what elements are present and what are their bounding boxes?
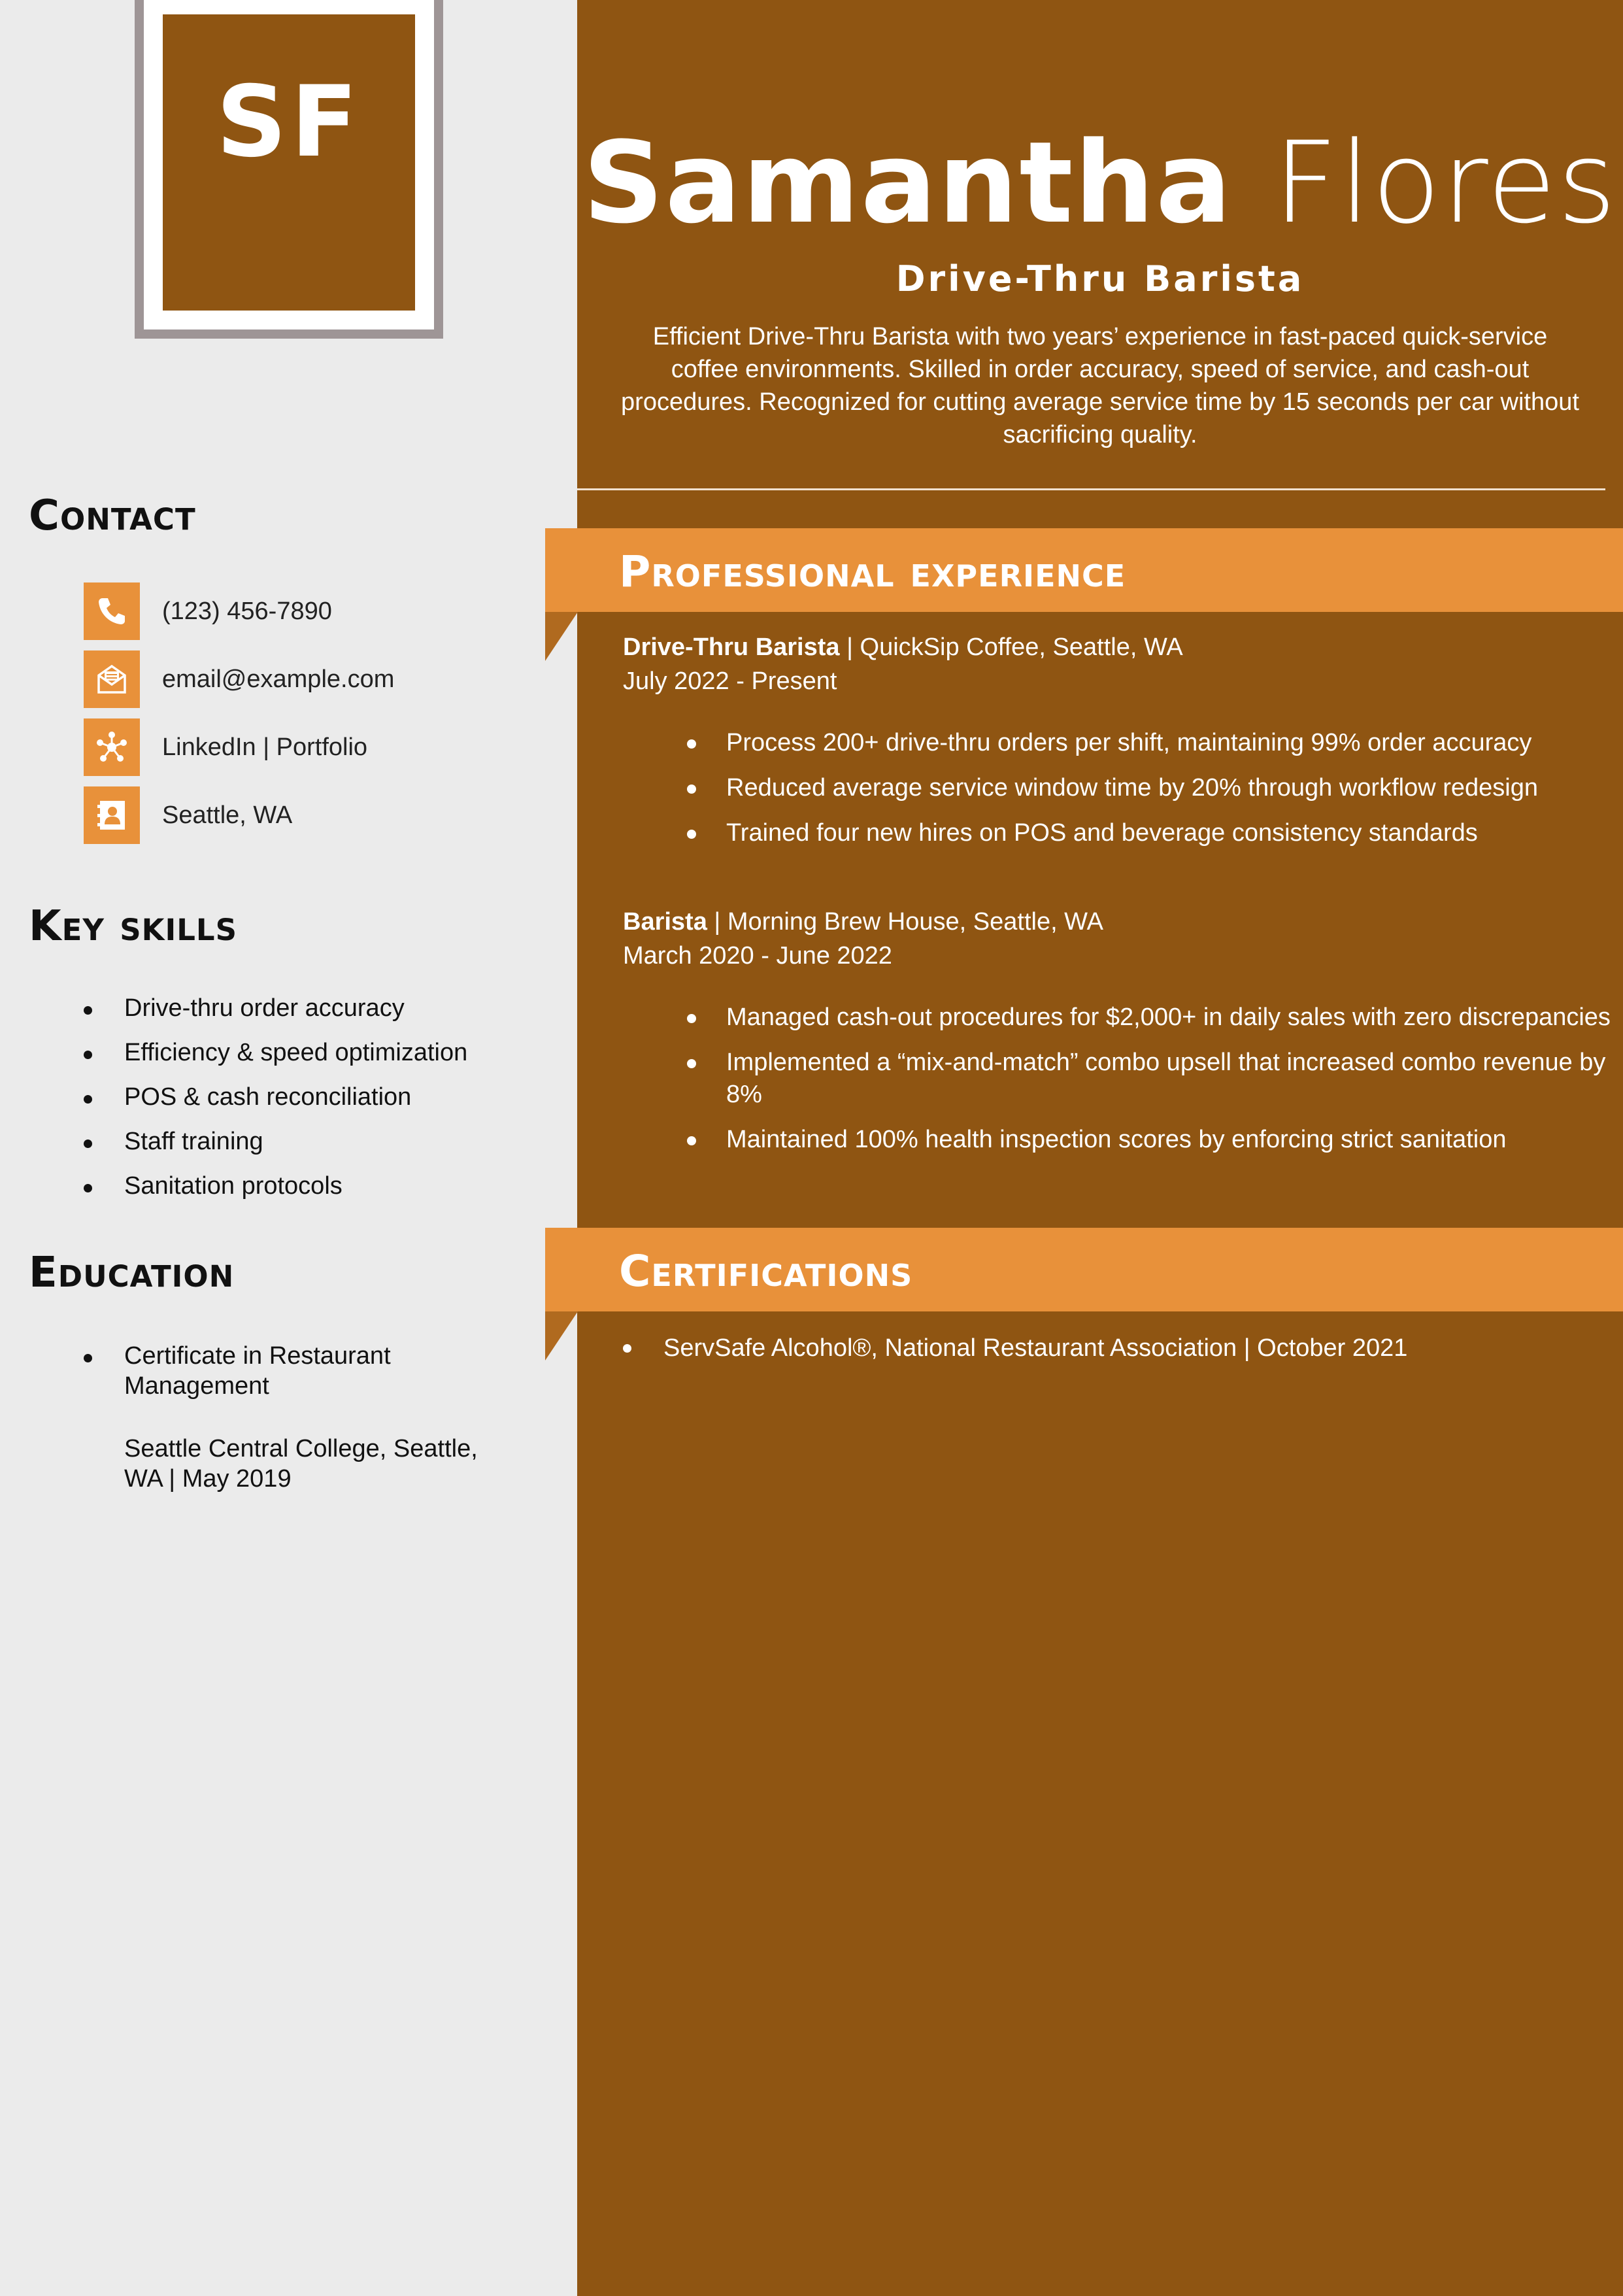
- bullet-icon: [687, 785, 696, 794]
- job-title: Drive-Thru Barista: [895, 258, 1305, 299]
- list-item: Staff training: [0, 1126, 523, 1156]
- banner-fold: [545, 1311, 578, 1360]
- bullet-icon: [84, 1095, 92, 1104]
- bullet-icon: [84, 1006, 92, 1015]
- contact-location-text: Seattle, WA: [162, 801, 293, 829]
- certifications-banner: [545, 1228, 1623, 1311]
- job-employer: | QuickSip Coffee, Seattle, WA: [839, 633, 1183, 661]
- bullet-icon: [687, 1014, 696, 1023]
- bullet-icon: [84, 1051, 92, 1059]
- contact-links-text[interactable]: LinkedIn | Portfolio: [162, 733, 368, 761]
- education-credential: Certificate in Restaurant: [124, 1342, 391, 1370]
- list-item: Managed cash-out procedures for $2,000+ in daily sales with zero discrepancies: [623, 1002, 1616, 1034]
- last-name: Flores: [1273, 117, 1618, 248]
- certifications-heading: Certifications: [619, 1246, 913, 1296]
- bullet-icon: [687, 739, 696, 749]
- contact-email-text[interactable]: email@example.com: [162, 665, 395, 693]
- list-item: Reduced average service window time by 20% through workflow redesign: [623, 772, 1616, 804]
- contact-heading: Contact: [29, 492, 196, 540]
- job-entry: [623, 905, 1611, 1153]
- bullet-icon: [687, 830, 696, 839]
- address-book-icon: [84, 786, 140, 844]
- contact-email: [84, 650, 394, 708]
- list-item: ServSafe Alcohol®, National Restaurant Association | October 2021: [623, 1330, 1603, 1366]
- contact-phone: [84, 582, 332, 640]
- bullet-icon: [84, 1354, 92, 1362]
- network-icon: [84, 718, 140, 776]
- education-credential-cont: Management: [124, 1372, 269, 1400]
- bullet-icon: [687, 1136, 696, 1145]
- education-list: [0, 1341, 523, 1494]
- job-heading: [623, 630, 1590, 664]
- sidebar-lower: [0, 1604, 575, 2296]
- contact-phone-text: (123) 456-7890: [162, 597, 332, 625]
- bullet-icon: [623, 1344, 631, 1353]
- list-item: Sanitation protocols: [0, 1171, 523, 1201]
- list-item: Implemented a “mix-and-match” combo upsell that increased combo revenue by 8%: [623, 1047, 1616, 1111]
- list-item: Trained four new hires on POS and beverage consistency standards: [623, 817, 1616, 849]
- education-school-cont: WA | May 2019: [124, 1465, 292, 1493]
- education-school: Seattle Central College, Seattle,: [124, 1435, 478, 1462]
- list-item: Drive-thru order accuracy: [0, 993, 523, 1023]
- first-name: Samantha: [582, 117, 1233, 248]
- job-bullets: [623, 727, 1616, 849]
- skills-heading: Key skills: [29, 902, 237, 951]
- monogram-frame: [135, 0, 443, 339]
- bullet-icon: [84, 1140, 92, 1148]
- job-dates: March 2020 - June 2022: [623, 942, 892, 970]
- job-bullets: [623, 1002, 1616, 1156]
- list-item: Maintained 100% health inspection scores by enforcing strict sanitation: [623, 1124, 1616, 1156]
- sidebar: [0, 0, 577, 1604]
- experience-banner: [545, 528, 1623, 612]
- contact-location: [84, 786, 292, 844]
- bullet-icon: [84, 1184, 92, 1192]
- banner-fold: [545, 612, 578, 661]
- job-dates: July 2022 - Present: [623, 667, 837, 695]
- list-item: Efficiency & speed optimization: [0, 1038, 523, 1068]
- envelope-icon: [84, 650, 140, 708]
- certifications-list: [623, 1330, 1603, 1366]
- job-entry: [623, 630, 1590, 847]
- list-item: POS & cash reconciliation: [0, 1082, 523, 1112]
- job-heading: [623, 905, 1590, 939]
- monogram: SF: [216, 65, 362, 179]
- candidate-name: [577, 117, 1623, 248]
- contact-links: [84, 718, 367, 776]
- job-employer: | Morning Brew House, Seattle, WA: [707, 908, 1103, 936]
- summary: Efficient Drive-Thru Barista with two years’ experience in fast-paced quick-service coffee environments. Skilled in order accuracy, speed of service, and cash-out procedures. Recognized for cutting average service time by 15 seconds per car without sacrificing quality.: [621, 323, 1579, 448]
- list-item: [0, 1341, 523, 1494]
- experience-heading: Professional experience: [619, 547, 1126, 597]
- phone-icon: [84, 582, 140, 640]
- list-item: Process 200+ drive-thru orders per shift, maintaining 99% order accuracy: [623, 727, 1616, 759]
- monogram-box: [163, 14, 415, 311]
- job-role: Barista: [623, 908, 707, 936]
- skills-list: [0, 993, 523, 1201]
- bullet-icon: [687, 1059, 696, 1068]
- divider: [577, 488, 1605, 490]
- education-heading: Education: [29, 1249, 235, 1297]
- job-role: Drive-Thru Barista: [623, 633, 840, 661]
